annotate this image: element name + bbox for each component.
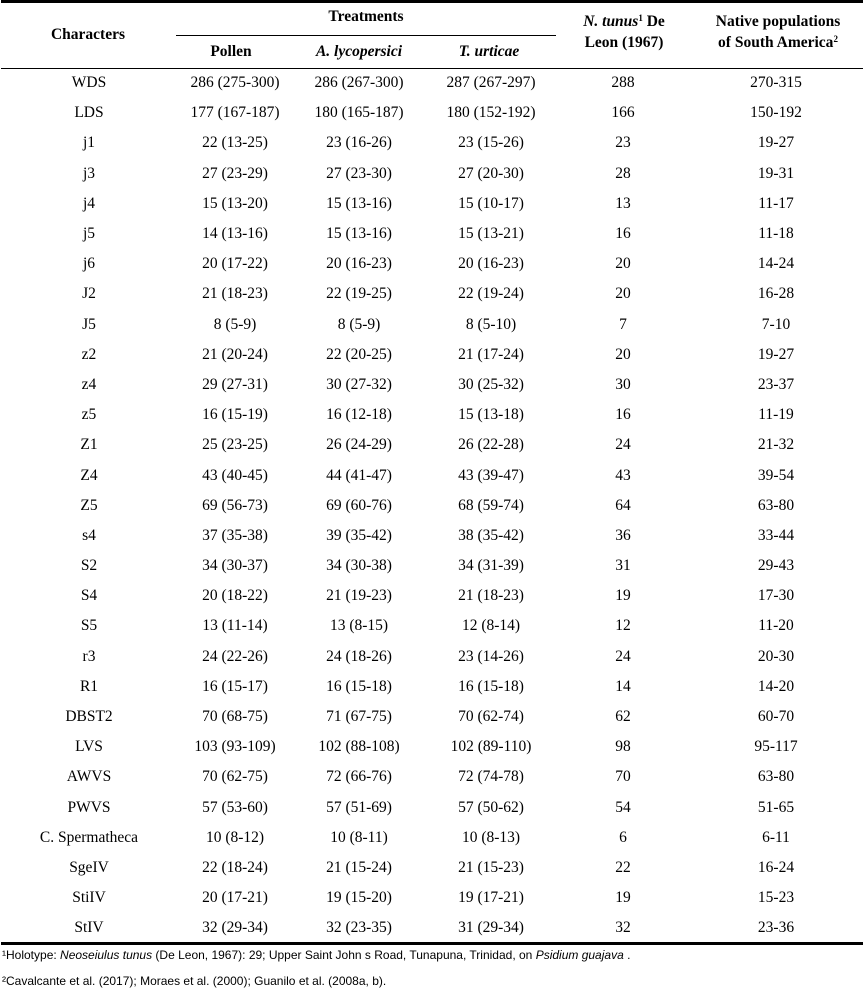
cell-a-lycopersici: 16 (15-18) [326,677,392,695]
cell-character: s4 [82,526,96,544]
cell-n-tunus: 16 [615,225,631,243]
table-row [1,702,863,732]
cell-pollen: 25 (23-25) [202,436,268,454]
cell-character: S2 [80,557,98,575]
cell-t-urticae: 21 (15-23) [458,858,524,876]
cell-pollen: 34 (30-37) [202,557,268,575]
cell-native: 15-23 [757,889,795,907]
cell-n-tunus: 31 [615,557,631,575]
cell-native: 20-30 [757,647,795,665]
cell-a-lycopersici: 69 (60-76) [326,496,392,514]
table-row [1,460,863,490]
cell-a-lycopersici: 30 (27-32) [326,375,392,393]
cell-pollen: 22 (18-24) [202,858,268,876]
cell-pollen: 37 (35-38) [202,526,268,544]
cell-n-tunus: 23 [615,134,631,152]
header-characters: Characters [50,26,126,43]
cell-pollen: 32 (29-34) [202,919,268,937]
cell-pollen: 286 (275-300) [190,74,280,92]
cell-character: J5 [82,315,96,333]
cell-native: 11-17 [758,194,794,212]
cell-a-lycopersici: 26 (24-29) [326,436,392,454]
header-n-tunus [558,11,690,53]
top-rule [1,0,863,3]
cell-n-tunus: 64 [615,496,631,514]
cell-t-urticae: 68 (59-74) [458,496,524,514]
cell-native: 150-192 [750,104,802,122]
cell-a-lycopersici: 15 (13-16) [326,194,392,212]
cell-pollen: 70 (62-75) [202,768,268,786]
cell-t-urticae: 31 (29-34) [458,919,524,937]
table-row [1,551,863,581]
cell-n-tunus: 14 [615,677,631,695]
cell-a-lycopersici: 21 (19-23) [326,587,392,605]
cell-t-urticae: 19 (17-21) [458,889,524,907]
table-row [1,98,863,128]
cell-t-urticae: 43 (39-47) [458,466,524,484]
cell-n-tunus: 54 [615,798,631,816]
cell-native: 17-30 [757,587,795,605]
cell-n-tunus: 20 [615,345,631,363]
cell-character: j4 [82,194,96,212]
cell-native: 7-10 [761,315,791,333]
cell-pollen: 13 (11-14) [202,617,268,635]
cell-native: 23-37 [757,375,795,393]
table-row [1,340,863,370]
cell-character: C. Spermatheca [39,828,139,846]
cell-n-tunus: 166 [611,104,635,122]
cell-character: S4 [80,587,98,605]
cell-n-tunus: 43 [615,466,631,484]
cell-n-tunus: 6 [619,828,627,846]
table-body [1,68,863,943]
table-row [1,279,863,309]
cell-a-lycopersici: 57 (51-69) [326,798,392,816]
table-row [1,581,863,611]
cell-pollen: 22 (13-25) [202,134,268,152]
cell-character: WDS [71,74,107,92]
footnote-ref-1: 1 [638,13,643,23]
cell-character: Z4 [80,466,98,484]
cell-native: 11-20 [758,617,794,635]
table-row [1,642,863,672]
cell-a-lycopersici: 44 (41-47) [326,466,392,484]
cell-character: R1 [79,677,99,695]
cell-character: j1 [82,134,96,152]
cell-character: DBST2 [65,708,113,726]
cell-n-tunus: 28 [615,164,631,182]
cell-character: LDS [74,104,104,122]
cell-pollen: 8 (5-9) [213,315,257,333]
cell-pollen: 14 (13-16) [202,225,268,243]
header-t-urticae: T. urticae [458,43,520,60]
n-tunus-year: Leon (1967) [584,34,664,51]
header-native-populations: Native populations of South America$^2$ [715,13,841,51]
cell-pollen: 43 (40-45) [202,466,268,484]
cell-a-lycopersici: 286 (267-300) [314,74,404,92]
cell-pollen: 103 (93-109) [194,738,276,756]
cell-t-urticae: 26 (22-28) [458,436,524,454]
table-row [1,793,863,823]
cell-pollen: 57 (53-60) [202,798,268,816]
cell-t-urticae: 287 (267-297) [446,74,536,92]
cell-character: r3 [82,647,96,665]
cell-a-lycopersici: 22 (20-25) [326,345,392,363]
table-row [1,159,863,189]
cell-t-urticae: 15 (13-18) [458,406,524,424]
cell-t-urticae: 38 (35-42) [458,526,524,544]
cell-t-urticae: 21 (18-23) [458,587,524,605]
cell-pollen: 15 (13-20) [202,194,268,212]
table-row [1,68,863,98]
cell-n-tunus: 32 [615,919,631,937]
cell-native: 270-315 [750,74,802,92]
cell-a-lycopersici: 24 (18-26) [326,647,392,665]
cell-pollen: 21 (20-24) [202,345,268,363]
cell-character: J2 [82,285,96,303]
table-row [1,672,863,702]
cell-n-tunus: 36 [615,526,631,544]
cell-native: 16-28 [757,285,795,303]
cell-t-urticae: 27 (20-30) [458,164,524,182]
table-row [1,823,863,853]
cell-a-lycopersici: 27 (23-30) [326,164,392,182]
cell-native: 33-44 [757,526,795,544]
cell-pollen: 10 (8-12) [205,828,265,846]
n-tunus-author: De [642,13,665,30]
cell-character: j6 [82,255,96,273]
table-row [1,400,863,430]
footnote-ref-2: 2 [833,34,838,44]
cell-t-urticae: 180 (152-192) [446,104,536,122]
table-row [1,521,863,551]
cell-a-lycopersici: 16 (12-18) [326,406,392,424]
cell-character: SgeIV [69,858,109,876]
cell-native: 19-27 [757,345,795,363]
cell-pollen: 20 (17-21) [202,889,268,907]
cell-a-lycopersici: 10 (8-11) [330,828,388,846]
cell-n-tunus: 12 [615,617,631,635]
cell-t-urticae: 22 (19-24) [458,285,524,303]
table-row [1,491,863,521]
table-row [1,189,863,219]
cell-pollen: 24 (22-26) [202,647,268,665]
cell-character: Z5 [80,496,98,514]
table-row [1,853,863,883]
cell-a-lycopersici: 34 (30-38) [326,557,392,575]
cell-t-urticae: 15 (13-21) [458,225,524,243]
cell-t-urticae: 16 (15-18) [458,677,524,695]
table-row [1,611,863,641]
cell-a-lycopersici: 72 (66-76) [326,768,392,786]
table-row [1,310,863,340]
cell-t-urticae: 15 (10-17) [458,194,524,212]
cell-character: z4 [81,375,97,393]
cell-pollen: 16 (15-17) [202,677,268,695]
cell-a-lycopersici: 180 (165-187) [314,104,404,122]
table-row [1,249,863,279]
table-row [1,883,863,913]
cell-character: StIV [74,919,104,937]
cell-n-tunus: 19 [615,587,631,605]
header-a-lycopersici: A. lycopersici [315,43,403,60]
cell-a-lycopersici: 21 (15-24) [326,858,392,876]
cell-pollen: 20 (17-22) [202,255,268,273]
cell-a-lycopersici: 15 (13-16) [326,225,392,243]
cell-a-lycopersici: 22 (19-25) [326,285,392,303]
cell-t-urticae: 72 (74-78) [458,768,524,786]
cell-pollen: 29 (27-31) [202,375,268,393]
cell-native: 14-24 [757,255,795,273]
cell-native: 63-80 [757,496,795,514]
cell-a-lycopersici: 32 (23-35) [326,919,392,937]
table-row [1,732,863,762]
cell-pollen: 70 (68-75) [202,708,268,726]
cell-n-tunus: 30 [615,375,631,393]
cell-a-lycopersici: 13 (8-15) [329,617,389,635]
cell-native: 16-24 [757,858,795,876]
cell-n-tunus: 98 [615,738,631,756]
cell-native: 11-19 [758,406,794,424]
cell-n-tunus: 24 [615,436,631,454]
table-row [1,762,863,792]
cell-character: PWVS [67,798,111,816]
cell-a-lycopersici: 23 (16-26) [326,134,392,152]
cell-t-urticae: 12 (8-14) [461,617,521,635]
cell-character: j3 [82,164,96,182]
cell-character: AWVS [66,768,112,786]
cell-native: 63-80 [757,768,795,786]
cell-n-tunus: 24 [615,647,631,665]
cell-native: 11-18 [758,225,794,243]
cell-native: 19-27 [757,134,795,152]
cell-n-tunus: 288 [611,74,635,92]
cell-character: LVS [75,738,103,756]
cell-native: 39-54 [757,466,795,484]
cell-native: 21-32 [757,436,795,454]
cell-t-urticae: 57 (50-62) [458,798,524,816]
cell-n-tunus: 19 [615,889,631,907]
cell-character: z5 [81,406,97,424]
cell-character: Z1 [80,436,98,454]
cell-character: j5 [82,225,96,243]
cell-n-tunus: 20 [615,255,631,273]
table-row [1,913,863,943]
cell-native: 29-43 [757,557,795,575]
table-row [1,219,863,249]
header-treatments: Treatments [328,8,404,25]
cell-n-tunus: 62 [615,708,631,726]
cell-native: 6-11 [762,828,790,846]
cell-t-urticae: 10 (8-13) [461,828,521,846]
cell-pollen: 177 (167-187) [190,104,280,122]
cell-native: 23-36 [757,919,795,937]
footnote-2: ²Cavalcante et al. (2017); Moraes et al. (2000); Guanilo et al. (2008a, b). [2,974,387,988]
header-pollen: Pollen [210,43,252,60]
cell-t-urticae: 21 (17-24) [458,345,524,363]
cell-native: 60-70 [757,708,795,726]
cell-a-lycopersici: 71 (67-75) [326,708,392,726]
cell-a-lycopersici: 20 (16-23) [326,255,392,273]
cell-native: 14-20 [757,677,795,695]
cell-t-urticae: 30 (25-32) [458,375,524,393]
cell-t-urticae: 70 (62-74) [458,708,524,726]
cell-t-urticae: 23 (15-26) [458,134,524,152]
cell-a-lycopersici: 19 (15-20) [326,889,392,907]
cell-pollen: 20 (18-22) [202,587,268,605]
cell-character: S5 [80,617,98,635]
cell-n-tunus: 22 [615,858,631,876]
cell-n-tunus: 7 [619,315,627,333]
cell-a-lycopersici: 8 (5-9) [337,315,381,333]
footnote-1: ¹Holotype: Neoseiulus tunus (De Leon, 1967): 29; Upper Saint John s Road, Tunapuna, Trinidad, on Psidium guajava . [2,948,631,962]
cell-native: 95-117 [754,738,798,756]
cell-native: 19-31 [757,164,795,182]
cell-pollen: 69 (56-73) [202,496,268,514]
n-tunus-name: N. tunus [583,13,639,30]
bottom-rule [1,942,863,945]
cell-character: StiIV [72,889,106,907]
cell-n-tunus: 20 [615,285,631,303]
cell-n-tunus: 13 [615,194,631,212]
table-row [1,370,863,400]
cell-t-urticae: 23 (14-26) [458,647,524,665]
cell-pollen: 16 (15-19) [202,406,268,424]
cell-t-urticae: 34 (31-39) [458,557,524,575]
table-row [1,128,863,158]
cell-character: z2 [81,345,97,363]
cell-a-lycopersici: 39 (35-42) [326,526,392,544]
cell-pollen: 21 (18-23) [202,285,268,303]
treatments-rule [176,35,556,36]
cell-t-urticae: 8 (5-10) [465,315,517,333]
table-row [1,430,863,460]
cell-native: 51-65 [757,798,795,816]
cell-n-tunus: 70 [615,768,631,786]
cell-pollen: 27 (23-29) [202,164,268,182]
cell-t-urticae: 102 (89-110) [450,738,532,756]
cell-a-lycopersici: 102 (88-108) [318,738,400,756]
cell-t-urticae: 20 (16-23) [458,255,524,273]
cell-n-tunus: 16 [615,406,631,424]
